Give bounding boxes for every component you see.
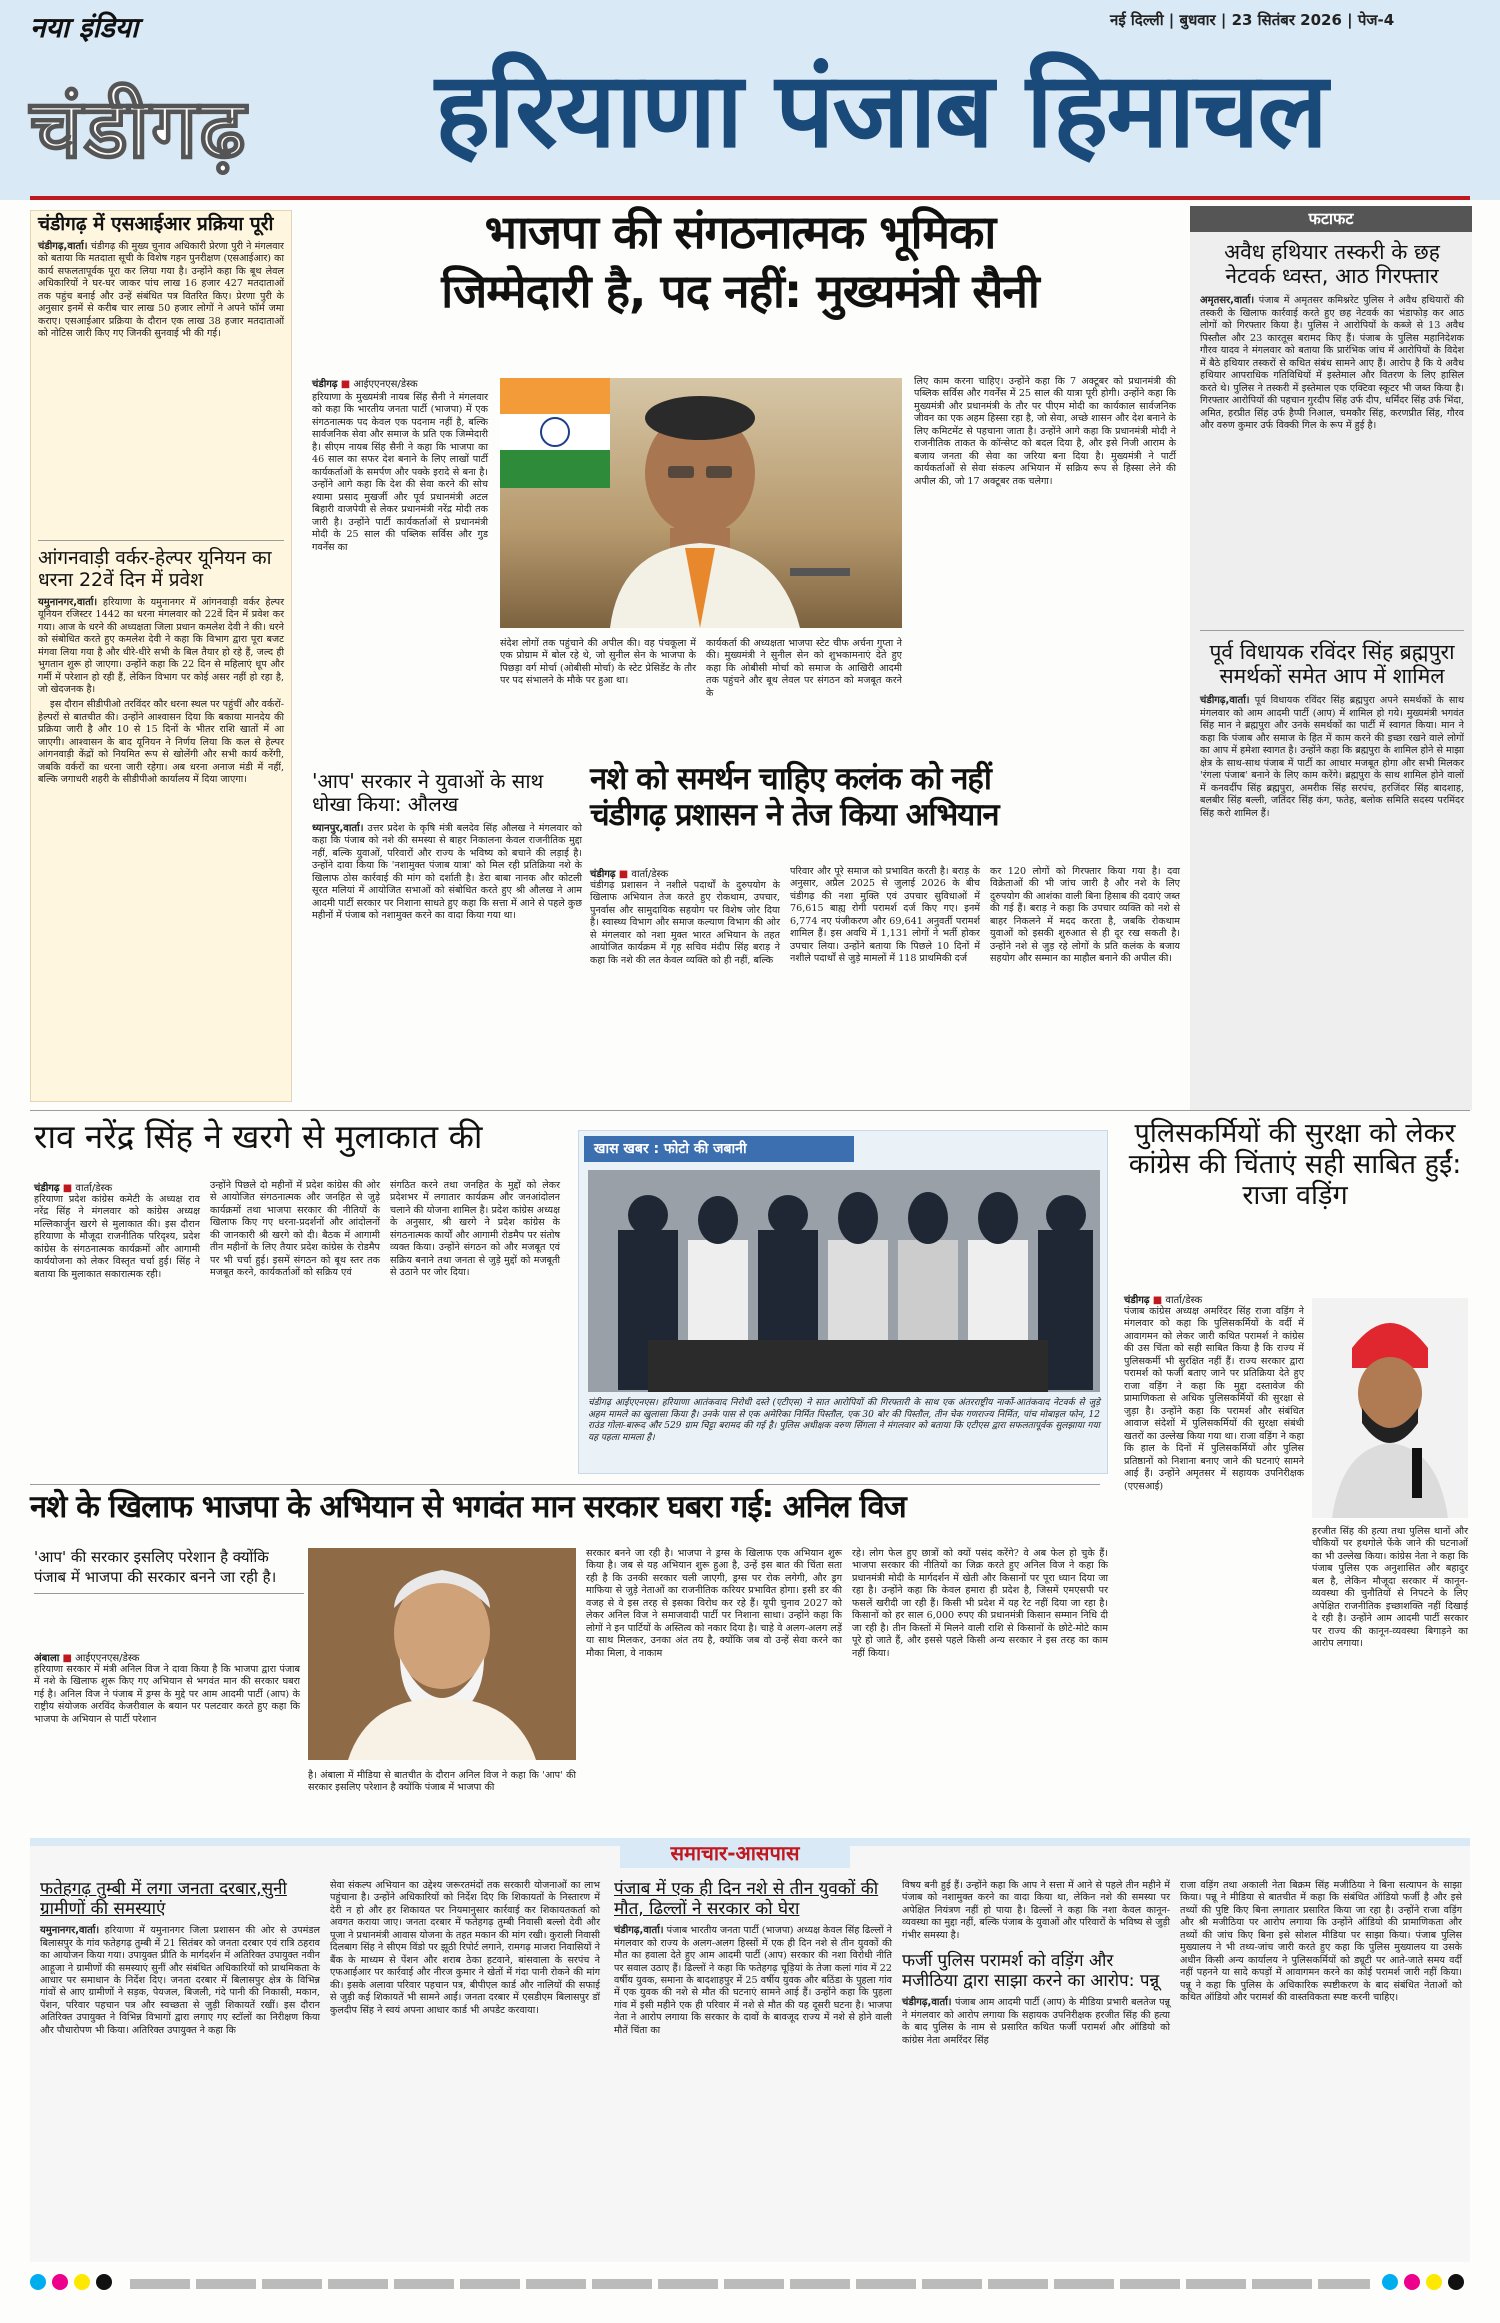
headline: पुलिसकर्मियों की सुरक्षा को लेकर कांग्रेस की चिंताएं सही साबित हुईं: राजा वड़िंग bbox=[1128, 1118, 1462, 1212]
agency-tag: वार्ता/डेस्क bbox=[631, 869, 669, 880]
lead-headline bbox=[300, 206, 1180, 318]
story-dhillon bbox=[614, 1880, 892, 2037]
headline: आंगनवाड़ी वर्कर-हेल्पर यूनियन का धरना 22वें दिन में प्रवेश bbox=[38, 547, 272, 591]
dhillon-col-2 bbox=[902, 1880, 1170, 2047]
section-label: समाचार-आसपास bbox=[620, 1838, 850, 1868]
story-weapons: अवैध हथियार तस्करी के छह नेटवर्क ध्वस्त, आठ गिरफ्तार अमृतसर,वार्ता। पंजाब में अमृतसर कमिश्नरेट पुलिस ने अवैध हथियारों की तस्करी के खिलाफ कार्रवाई करते हुए छह नेटवर्क का भंडाफोड़ कर आठ लोगों को गिरफ्तार किया है। पुलिस ने आरोपियों के कब्जे से 13 अवैध पिस्तौल और 23 कारतूस बरामद किए हैं। पंजाब के पुलिस महानिदेशक गौरव यादव ने मंगलवार को बताया कि प्रारंभिक जांच में आरोपियों के विदेश में बैठे हथियार तस्करों से कथित संबंध सामने आए हैं। आरोप है कि ये अवैध हथियार आपराधिक गतिविधियों में इस्तेमाल और वितरण के लिए हासिल करते थे। पुलिस ने तस्करी में इस्तेमाल एक एक्टिवा स्कूटर भी जब्त किया है। गिरफ्तार आरोपियों की पहचान गुरदीप सिंह उर्फ दीप, धर्मिंदर सिंह उर्फ भिंदा, अमित, हरप्रीत सिंह उर्फ हैप्पी निआल, चमकौर सिंह, करणप्रीत सिंह, गौरव और वरुण कुमार उर्फ विक्की गिल के रूप में हुई है। bbox=[1200, 240, 1464, 431]
article-body: हरियाणा के यमुनानगर में आंगनवाड़ी वर्कर हेल्पर यूनियन रजिस्टर 1442 का धरना मंगलवार को 22वें दिन में प्रवेश कर गया। आज के धरने की अध्यक्षता जिला प्रधान कमलेश देवी ने की। धरने को संबोधित करते हुए कमलेश देवी ने कहा कि विभाग द्वारा पूरा बजट मंगवा लिया गया है और धीरे-धीरे सभी के बिल तैयार हो रहे हैं, जल्द ही भुगतान शुरू हो जाएगा। उन्होंने कहा कि 22 दिन से महिलाएं धूप और गर्मी में परेशान हो रही हैं, लेकिन विभाग पर कोई असर नहीं हो रहा है, जो खेदजनक है। bbox=[38, 596, 284, 695]
headline-line-1: भाजपा की संगठनात्मक भूमिका bbox=[484, 205, 996, 259]
article-body: राजा वड़िंग तथा अकाली नेता बिक्रम सिंह मजीठिया ने बिना सत्यापन के साझा किया। पन्नू ने मीडिया से बातचीत में कहा कि संबंधित ऑडियो फर्जी है और इसे तथ्यों की पुष्टि किए बिना लगातार प्रसारित किया जा रहा है। उन्होंने राजा वड़िंग और श्री मजीठिया पर आरोप लगाया कि उन्होंने ऑडियो की प्रामाणिकता और तथ्यों की जांच किए बिना इसे सोशल मीडिया पर साझा किया। पंजाब पुलिस मुख्यालय ने भी तथ्य-जांच जारी करते हुए कहा कि पुलिस मुख्यालय या उसके अधीन किसी अन्य कार्यालय ने पुलिसकर्मियों को ड्यूटी पर आते-जाते समय वर्दी नहीं पहनने या सादे कपड़ों में आवागमन करने का कोई परामर्श जारी नहीं किया। पन्नू ने कहा कि पुलिस के अधिकारिक स्पष्टीकरण के बाद संबंधित नेताओं को कथित ऑडियो और परामर्श की वास्तविकता स्पष्ट करनी चाहिए। bbox=[1180, 1880, 1462, 2004]
warring-col-2 bbox=[1312, 1526, 1468, 1651]
dateline: यमुनानगर,वार्ता। bbox=[40, 1925, 100, 1937]
dateline: अंबाला bbox=[34, 1653, 60, 1664]
fatehgarh-col-2 bbox=[330, 1880, 600, 2017]
photo-story-banner: खास खबर : फोटो की जबानी bbox=[584, 1136, 854, 1162]
article-body: संदेश लोगों तक पहुंचाने की अपील की। वह पंचकूला में एक प्रोग्राम में बोल रहे थे, जो सुनील सेन के भाजपा के पिछड़ा वर्ग मोर्चा (ओबीसी मोर्चा) के स्टेट प्रेसिडेंट के तौर पर पद संभालने के मौके पर हुआ था। bbox=[500, 638, 696, 687]
divider bbox=[38, 540, 284, 541]
story-aulakh bbox=[312, 770, 582, 923]
dateline: नई दिल्ली | बुधवार | 23 सितंबर 2026 | पेज-4 bbox=[1110, 11, 1395, 29]
photo-caption: चंडीगढ़ आईएएनएस। हरियाणा आतंकवाद निरोधी दस्ते (एटीएस) ने सात आरोपियों की गिरफ्तारी के साथ एक अंतरराष्ट्रीय नार्को-आतंकवाद नेटवर्क से जुड़े अहम मामले का खुलासा किया है। उनके पास से एक अमेरिका निर्मित पिस्तौल, एक 30 बोर की पिस्तौल, तीन चेक गणराज्य निर्मित, पांच मोबाइल फोन, 12 राउंड गोला-बारूद और 529 ग्राम चिट्टा बरामद की गई है। पुलिस अधीक्षक वरुण सिंगला ने मंगलवार को बताया कि एटीएस द्वारा सफलतापूर्वक सुलझाया गया यह पहला मामला है। bbox=[588, 1398, 1100, 1444]
dateline: चंडीगढ़ bbox=[312, 379, 338, 390]
story-brahmpura: पूर्व विधायक रविंदर सिंह ब्रह्मपुरा समर्थकों समेत आप में शामिल चंडीगढ़,वार्ता। पूर्व विधायक रविंदर सिंह ब्रह्मपुरा अपने समर्थकों के साथ मंगलवार को आम आदमी पार्टी (आप) में शामिल हो गये। मुख्यमंत्री भगवंत सिंह मान ने ब्रह्मपुरा और उनके समर्थकों का पार्टी में स्वागत किया। मान ने कहा कि पंजाब और समाज के हित में काम करने की इच्छा रखने वाले लोगों का आप में हमेशा स्वागत है। उन्होंने कहा कि ब्रह्मपुरा के शामिल होने से माझा क्षेत्र के साथ-साथ पंजाब में पार्टी का आधार मजबूत होगा और सभी मिलकर 'रंगला पंजाब' बनाने के लिए काम करेंगे। ब्रह्मपुरा के साथ शामिल होने वालों में कनवर्दीप सिंह ब्रह्मपुरा, अमरीक सिंह सरपंच, हरजिंदर सिंह बादशाह, बलबीर सिंह बल्ली, जतिंदर सिंह कंग, फतेह, बलोक समिति सदस्य परमिंदर सिंह करो शामिल हैं। bbox=[1200, 640, 1464, 819]
lead-col-1: चंडीगढ़ ■ आईएएनएस/डेस्क हरियाणा के मुख्यमंत्री नायब सिंह सैनी ने मंगलवार को कहा कि भारतीय जनता पार्टी (भाजपा) में एक संगठनात्मक पद केवल एक पदनाम नहीं है, बल्कि सार्वजनिक सेवा और समाज के प्रति एक जिम्मेदारी है। सीएम नायब सिंह सैनी ने कहा कि भाजपा का 46 साल का सफर देश बनाने के लिए लाखों पार्टी कार्यकर्ताओं के समर्पण और पक्के इरादे से बना है। उन्होंने आगे कहा कि देश की सेवा करने की सोच श्यामा प्रसाद मुखर्जी और पूर्व प्रधानमंत्री अटल बिहारी वाजपेयी से लेकर प्रधानमंत्री नरेंद्र मोदी तक जारी है। उन्होंने पार्टी कार्यकर्ताओं से प्रधानमंत्री मोदी के 25 साल की पब्लिक सर्विस और गुड गवर्नेंस का bbox=[312, 379, 488, 553]
fatafat-banner: फटाफट bbox=[1190, 206, 1472, 232]
article-body: इस दौरान सीडीपीओ तरविंदर कौर धरना स्थल पर पहुंचीं और वर्करों-हेल्परों से बातचीत की। उन्होंने आश्वासन दिया कि बकाया मानदेय की प्रक्रिया जारी है और 10 से 15 दिनों के भीतर राशि खातों में आ जाएगी। आश्वासन के बाद यूनियन ने निर्णय लिया कि कल से हेल्पर आंगनवाड़ी केंद्रों को नियमित रूप से खोलेंगी और सभी कार्य करेंगी, जबकि वर्करों का धरना जारी रहेगा। अब धरना अनाज मंडी में नहीं, बल्कि जगाधरी शहरी के सीडीपीओ कार्यालय में दिया जाएगा। bbox=[38, 699, 284, 786]
color-registration-marks bbox=[30, 2274, 118, 2294]
vij-col-3 bbox=[586, 1548, 842, 1660]
dateline: ध्यानपुर,वार्ता। bbox=[312, 823, 364, 834]
article-body: रहे। लोग फेल हुए छात्रों को क्यों पसंद करेंगे? वे अब फेल हो चुके हैं। भाजपा सरकार की नीतियों का जिक्र करते हुए अनिल विज ने कहा कि प्रधानमंत्री मोदी के मार्गदर्शन में खेती और किसानों पर पूरा ध्यान दिया जा रहा है। उन्होंने कहा कि केवल हमारा ही प्रदेश है, जिसमें एमएसपी पर फसलें खरीदी जा रही हैं। किसी भी प्रदेश में यह रेट नहीं दिया जा रहा है। किसानों को हर साल 6,000 रुपए की प्रधानमंत्री किसान सम्मान निधि दी जा रही है। तीन किस्तों में मिलने वाली राशि से किसानों के छोटे-मोटे काम पूरे हो जाते हैं, और इससे पहले किसी अन्य सरकार ने इस तरह का काम नहीं किया। bbox=[852, 1548, 1108, 1659]
drugs-col-1: चंडीगढ़ ■ वार्ता/डेस्क चंडीगढ़ प्रशासन ने नशीले पदार्थों के दुरुपयोग के खिलाफ अभियान तेज करते हुए रोकथाम, उपचार, पुनर्वास और सामुदायिक सहयोग पर विशेष जोर दिया है। स्वास्थ्य विभाग और समाज कल्याण विभाग की ओर से मंगलवार को नशा मुक्त भारत अभियान के तहत आयोजित कार्यक्रम में गृह सचिव मंदीप सिंह बराड़ ने कहा कि नशे की लत केवल व्यक्ति को ही नहीं, बल्कि bbox=[590, 869, 780, 966]
story-drugs-chd bbox=[590, 762, 1180, 833]
article-body: सरकार बनने जा रही है। भाजपा ने ड्रग्स के खिलाफ एक अभियान शुरू किया है। जब से यह अभियान शुरू हुआ है, उन्हें इस बात की चिंता सता रही है कि उनकी सरकार चली जाएगी, ड्रग्स पर रोक लगेगी, और ड्रग माफिया से जुड़े नेताओं का राजनीतिक करियर प्रभावित होगा। इसी डर की वजह से वे इस तरह से इसका विरोध कर रहे हैं। यूपी चुनाव 2027 को लेकर अनिल विज ने समाजवादी पार्टी पर निशाना साधा। उन्होंने कहा कि लोगों ने इन पार्टियों के अस्तित्व को नकार दिया है। चाहे वे अलग-अलग लड़ें या साथ मिलकर, उनका अंत तय है, क्योंकि जब वो उन्हें सेवा करने का मौका मिला, वे नाकाम bbox=[586, 1548, 842, 1659]
article-body: हरियाणा प्रदेश कांग्रेस कमेटी के अध्यक्ष राव नरेंद्र सिंह ने मंगलवार को कांग्रेस अध्यक्ष मल्लिकार्जुन खरगे से मुलाकात की। इस दौरान हरियाणा के मौजूदा राजनीतिक परिदृश्य, प्रदेश कांग्रेस के संगठनात्मक कार्यक्रमों और आगामी कार्ययोजना को लेकर विस्तृत चर्चा हुई। सिंह ने बताया कि मुलाकात सकारात्मक रही। bbox=[34, 1194, 200, 1280]
article-body: परिवार और पूरे समाज को प्रभावित करती है। बराड़ के अनुसार, अप्रैल 2025 से जुलाई 2026 के बीच चंडीगढ़ की नशा मुक्ति एवं उपचार सुविधाओं में 76,615 बाह्य रोगी परामर्श दर्ज किए गए। इनमें 6,774 नए पंजीकरण और 69,641 अनुवर्ती परामर्श शामिल हैं। इस अवधि में 1,131 लोगों ने भर्ती होकर उपचार लिया। उन्होंने बताया कि पिछले 10 दिनों में नशीले पदार्थों से जुड़े मामलों में 118 प्राथमिकी दर्ज bbox=[790, 866, 980, 965]
article-body: पंजाब आम आदमी पार्टी (आप) के मीडिया प्रभारी बलतेज पन्नू ने मंगलवार को आरोप लगाया कि सहायक उपनिरीक्षक हरजीत सिंह की हत्या के बाद पुलिस के नाम से प्रसारित कथित फर्जी परामर्श और ऑडियो को कांग्रेस नेता अमरिंदर सिंह bbox=[902, 1997, 1170, 2046]
article-body: पंजाब भारतीय जनता पार्टी (भाजपा) अध्यक्ष केवल सिंह ढिल्लों ने मंगलवार को राज्य के अलग-अलग हिस्सों में एक ही दिन नशे से तीन युवकों की मौत का हवाला देते हुए आम आदमी पार्टी (आप) सरकार की नशा विरोधी नीति पर सवाल उठाए हैं। ढिल्लों ने कहा कि फतेहगढ़ चूड़ियां के तेजा कलां गांव में 22 वर्षीय युवक, समाना के बादशाहपुर में 25 वर्षीय युवक और बठिंडा के पुहला गांव में एक युवक की नशे से मौत की घटनाएं सामने आई हैं। उन्होंने कहा कि पुहला गांव में इसी महीने एक ही परिवार में नशे से मौत की यह दूसरी घटना है। भाजपा नेता ने आरोप लगाया कि सरकार के दावों के बावजूद राज्य में नशे से होने वाली मौतें चिंता का bbox=[614, 1925, 892, 2036]
article-body: हरियाणा के मुख्यमंत्री नायब सिंह सैनी ने मंगलवार को कहा कि भारतीय जनता पार्टी (भाजपा) में एक संगठनात्मक पद केवल एक पदनाम नहीं है, बल्कि सार्वजनिक सेवा और समाज के प्रति एक जिम्मेदारी है। सीएम नायब सिंह सैनी ने कहा कि भाजपा का 46 साल का सफर देश बनाने के लिए लाखों पार्टी कार्यकर्ताओं के समर्पण और पक्के इरादे से बना है। उन्होंने आगे कहा कि देश की सेवा करने की सोच श्यामा प्रसाद मुखर्जी और पूर्व प्रधानमंत्री अटल बिहारी वाजपेयी से लेकर प्रधानमंत्री नरेंद्र मोदी तक जारी है। उन्होंने पार्टी कार्यकर्ताओं से प्रधानमंत्री मोदी के 25 साल की पब्लिक सर्विस और गुड गवर्नेंस का bbox=[312, 392, 488, 553]
headline: 'आप' सरकार ने युवाओं के साथ धोखा किया: औलख bbox=[312, 769, 544, 816]
article-body: सेवा संकल्प अभियान का उद्देश्य जरूरतमंदों तक सरकारी योजनाओं का लाभ पहुंचाना है। उन्होंने अधिकारियों को निर्देश दिए कि शिकायतों के निस्तारण में देरी न हो और हर शिकायत पर नियमानुसार कार्रवाई कर शिकायतकर्ता को अवगत कराया जाए। जनता दरबार में फतेहगढ़ तुम्बी निवासी बल्लो देवी और पूजा ने प्रधानमंत्री आवास योजना के तहत मकान की मांग रखी। कुराली निवासी दिलबाग सिंह ने सीएम विंडो पर झूठी रिपोर्ट लगाने, रामगढ़ माजरा निवासियों ने बैंक के माध्यम से पेंशन और शराब ठेका हटवाने, बांसवाला के सरपंच ने एफआईआर पर कार्रवाई और नीरज कुमार ने खेतों में गंदा पानी रोकने की मांग की। इसके अलावा परिवार पहचान पत्र, बीपीएल कार्ड और नालियों की सफाई से जुड़ी कई शिकायतें भी सामने आईं। जनता दरबार में एसडीएम बिलासपुर डॉ कुलदीप सिंह ने स्वयं अपना आधार कार्ड भी अपडेट करवाया। bbox=[330, 1880, 600, 2016]
brand-logo: नया इंडिया bbox=[30, 11, 139, 44]
dateline: चंडीगढ़ bbox=[1124, 1295, 1150, 1306]
rao-col-2 bbox=[210, 1180, 380, 1280]
photo-ats-arrests bbox=[588, 1170, 1100, 1392]
article-body: चंडीगढ़ की मुख्य चुनाव अधिकारी प्रेरणा पुरी ने मंगलवार को बताया कि मतदाता सूची के विशेष गहन पुनरीक्षण (एसआईआर) का कार्य सफलतापूर्वक पूरा कर लिया गया है। उन्होंने कहा कि बूथ लेवल अधिकारियों ने घर-घर जाकर पांच लाख 16 हजार 427 मतदाताओं तक पहुंच बनाई और उन्हें संबंधित पत्र वितरित किए। प्रेरणा पुरी के अनुसार इनमें से करीब चार लाख 50 हजार लोगों ने अपने फॉर्म जमा कराए। एसआईआर प्रक्रिया के दौरान एक लाख 38 हजार मतदाताओं को नोटिस जारी किए गए जिनकी सुनवाई भी की गई। bbox=[38, 240, 284, 340]
lead-under-photo bbox=[500, 638, 902, 700]
lead-col-4 bbox=[914, 376, 1176, 488]
divider bbox=[1200, 630, 1464, 631]
rao-col-3 bbox=[390, 1180, 560, 1280]
page-title: हरियाणा पंजाब हिमाचल bbox=[435, 49, 1326, 171]
divider bbox=[30, 1110, 1470, 1111]
city-name: चंडीगढ़ bbox=[30, 82, 248, 177]
photo-cm-saini bbox=[500, 378, 902, 628]
masthead-rule bbox=[30, 196, 1470, 200]
story-anganwadi bbox=[38, 548, 284, 787]
dateline: चंडीगढ़,वार्ता। bbox=[38, 240, 88, 252]
article-body: हरियाणा में यमुनानगर जिला प्रशासन की ओर से उपमंडल बिलासपुर के गांव फतेहगढ़ तुम्बी में 21 सितंबर को जनता दरबार एवं रात्रि ठहराव का आयोजन किया गया। उपायुक्त प्रीति के मार्गदर्शन में अतिरिक्त उपायुक्त नवीन आहूजा ने ग्रामीणों की समस्याएं सुनीं और संबंधित अधिकारियों को प्राथमिकता के आधार पर समाधान के निर्देश दिए। जनता दरबार में बिलासपुर क्षेत्र के विभिन्न गांवों से आए ग्रामीणों ने सड़क, पेयजल, बिजली, गंदे पानी की निकासी, मकान, पेंशन, परिवार पहचान पत्र और स्वच्छता से जुड़ी शिकायतें रखीं। इस दौरान अतिरिक्त उपायुक्त ने विभिन्न विभागों द्वारा लगाए गए स्टॉलों का निरीक्षण किया और पौधारोपण भी किया। अतिरिक्त उपायुक्त ने कहा कि bbox=[40, 1925, 320, 2036]
story-fatehgarh bbox=[40, 1880, 320, 2037]
headline-line-2: जिम्मेदारी है, पद नहीं: मुख्यमंत्री सैनी bbox=[441, 263, 1039, 318]
dateline: चंडीगढ़,वार्ता। bbox=[614, 1925, 664, 1937]
agency-tag: वार्ता/डेस्क bbox=[1165, 1295, 1203, 1306]
dateline: यमुनानगर,वार्ता। bbox=[38, 596, 98, 608]
article-body: उन्होंने पिछले दो महीनों में प्रदेश कांग्रेस की ओर से आयोजित संगठनात्मक और जनहित से जुड़े कार्यक्रमों तथा भाजपा सरकार की नीतियों के खिलाफ किए गए धरना-प्रदर्शनों और आंदोलनों की जानकारी श्री खरगे को दी। बैठक में आगामी तीन महीनों के लिए तैयार प्रदेश कांग्रेस के रोडमैप पर भी चर्चा हुई। इसमें संगठन को बूथ स्तर तक मजबूत करने, कार्यकर्ताओं को सक्रिय एवं bbox=[210, 1180, 380, 1279]
article-body: हरजीत सिंह की हत्या तथा पुलिस थानों और चौकियों पर हथगोले फेंके जाने की घटनाओं का भी उल्लेख किया। कांग्रेस नेता ने कहा कि पंजाब पुलिस एक अनुशासित और बहादुर बल है, लेकिन मौजूदा सरकार में कानून-व्यवस्था की चुनौतियों से निपटने के लिए अपेक्षित राजनीतिक इच्छाशक्ति नहीं दिखाई दे रही है। उन्होंने आम आदमी पार्टी सरकार पर राज्य की कानून-व्यवस्था बिगाड़ने का आरोप लगाया। bbox=[1312, 1526, 1468, 1650]
pull-quote: 'आप' की सरकार इसलिए परेशान है क्योंकि पंजाब में भाजपा की सरकार बनने जा रही है। bbox=[34, 1548, 304, 1594]
grey-scale-bar bbox=[130, 2279, 1370, 2289]
agency-tag: आईएएनएस/डेस्क bbox=[75, 1653, 140, 1664]
article-body: विषय बनी हुई हैं। उन्होंने कहा कि आप ने सत्ता में आने से पहले तीन महीने में पंजाब को नशामुक्त करने का वादा किया था, लेकिन नशे की समस्या पर अपेक्षित नियंत्रण नहीं हो पाया है। ढिल्लों ने कहा कि नशा केवल कानून-व्यवस्था का मुद्दा नहीं, बल्कि पंजाब के युवाओं और परिवारों के भविष्य से जुड़ी गंभीर समस्या है। bbox=[902, 1880, 1170, 1941]
vij-col-1: अंबाला ■ आईएएनएस/डेस्क हरियाणा सरकार में मंत्री अनिल विज ने दावा किया है कि भाजपा द्वारा पंजाब में नशे के खिलाफ शुरू किए गए अभियान से भगवंत मान की सरकार घबरा गई है। अनिल विज ने पंजाब में ड्रग्स के मुद्दे पर आम आदमी पार्टी (आप) के राष्ट्रीय संयोजक अरविंद केजरीवाल के बयान पर पलटवार करते हुए कहा कि भाजपा के अभियान से पार्टी परेशान bbox=[34, 1653, 300, 1725]
headline-line-2: चंडीगढ़ प्रशासन ने तेज किया अभियान bbox=[590, 796, 999, 833]
divider bbox=[30, 1484, 1100, 1485]
rao-col-1: चंडीगढ़ ■ वार्ता/डेस्क हरियाणा प्रदेश कांग्रेस कमेटी के अध्यक्ष राव नरेंद्र सिंह ने मंगलवार को कांग्रेस अध्यक्ष मल्लिकार्जुन खरगे से मुलाकात की। इस दौरान हरियाणा के मौजूदा राजनीतिक परिदृश्य, प्रदेश कांग्रेस के संगठनात्मक कार्यक्रमों और आगामी कार्ययोजना को लेकर विस्तृत चर्चा हुई। सिंह ने बताया कि मुलाकात सकारात्मक रही। bbox=[34, 1183, 200, 1280]
story-warring bbox=[1120, 1118, 1470, 1211]
dateline: चंडीगढ़ bbox=[590, 869, 616, 880]
sub-headline: फर्जी पुलिस परामर्श को वड़िंग और मजीठिया द्वारा साझा करने का आरोप: पन्नू bbox=[902, 1951, 1160, 1991]
drugs-col-2 bbox=[790, 866, 980, 966]
dateline: चंडीगढ़,वार्ता। bbox=[902, 1997, 952, 2009]
vij-col-4 bbox=[852, 1548, 1108, 1660]
article-body: पंजाब कांग्रेस अध्यक्ष अमरिंदर सिंह राजा वड़िंग ने मंगलवार को कहा कि पुलिसकर्मियों के वर्दी में आवागमन को लेकर जारी कथित परामर्श ने कांग्रेस की उस चिंता को सही साबित किया है कि राज्य में पुलिसकर्मी भी सुरक्षित नहीं हैं। राज्य सरकार द्वारा परामर्श को फर्जी बताए जाने पर प्रतिक्रिया देते हुए राजा वड़िंग ने कहा कि मुद्दा दस्तावेज की प्रामाणिकता से अधिक पुलिसकर्मियों की सुरक्षा से जुड़ा है। उन्होंने कहा कि परामर्श और संबंधित आवाज संदेशों में पुलिसकर्मियों की सुरक्षा संबंधी खतरों का उल्लेख किया गया था। राजा वड़िंग ने कहा कि हाल के दिनों में पुलिसकर्मियों और पुलिस प्रतिष्ठानों को निशाना बनाए जाने की घटनाएं सामने आई हैं। उन्होंने अमृतसर में सहायक उपनिरीक्षक (एएसआई) bbox=[1124, 1306, 1304, 1492]
story-sir bbox=[38, 214, 284, 341]
photo-anil-vij bbox=[308, 1548, 576, 1760]
headline: राव नरेंद्र सिंह ने खरगे से मुलाकात की bbox=[34, 1117, 483, 1156]
headline: नशे के खिलाफ भाजपा के अभियान से भगवंत मान सरकार घबरा गई: अनिल विज bbox=[30, 1489, 906, 1525]
article-body: चंडीगढ़ प्रशासन ने नशीले पदार्थों के दुरुपयोग के खिलाफ अभियान तेज करते हुए रोकथाम, उपचार, पुनर्वास और सामुदायिक सहयोग पर विशेष जोर दिया है। स्वास्थ्य विभाग और समाज कल्याण विभाग की ओर से मंगलवार को नशा मुक्त भारत अभियान के तहत आयोजित कार्यक्रम में गृह सचिव मंदीप सिंह बराड़ ने कहा कि नशे की लत केवल व्यक्ति को ही नहीं, बल्कि bbox=[590, 880, 780, 966]
headline-line-1: नशे को समर्थन चाहिए कलंक को नहीं bbox=[590, 761, 991, 797]
dateline: चंडीगढ़ bbox=[34, 1183, 60, 1194]
color-registration-marks bbox=[1382, 2274, 1470, 2294]
article-body: कार्यकर्ता की अध्यक्षता भाजपा स्टेट चीफ अर्चना गुप्ता ने की। मुख्यमंत्री ने सुनील सेन को शुभकामनाएं देते हुए कहा कि ओबीसी मोर्चा को समाज के आखिरी आदमी तक पहुंचने और बूथ लेवल पर संगठन को मजबूत करने के bbox=[706, 638, 902, 699]
photo-caption: है। अंबाला में मीडिया से बातचीत के दौरान अनिल विज ने कहा कि 'आप' की सरकार इसलिए परेशान है क्योंकि पंजाब में भाजपा की bbox=[308, 1770, 576, 1794]
photo-raja-warring bbox=[1312, 1298, 1468, 1518]
agency-tag: वार्ता/डेस्क bbox=[75, 1183, 113, 1194]
headline: पंजाब में एक ही दिन नशे से तीन युवकों की मौत, ढिल्लों ने सरकार को घेरा bbox=[614, 1879, 879, 1919]
footer-strip bbox=[30, 2272, 1470, 2296]
story-anil-vij bbox=[30, 1490, 1120, 1526]
article-body: हरियाणा सरकार में मंत्री अनिल विज ने दावा किया है कि भाजपा द्वारा पंजाब में नशे के खिलाफ शुरू किए गए अभियान से भगवंत मान की सरकार घबरा गई है। अनिल विज ने पंजाब में ड्रग्स के मुद्दे पर आम आदमी पार्टी (आप) के राष्ट्रीय संयोजक अरविंद केजरीवाल के बयान पर पलटवार करते हुए कहा कि भाजपा के अभियान से पार्टी परेशान bbox=[34, 1664, 300, 1725]
warring-col-1: चंडीगढ़ ■ वार्ता/डेस्क पंजाब कांग्रेस अध्यक्ष अमरिंदर सिंह राजा वड़िंग ने मंगलवार को कहा कि पुलिसकर्मियों के वर्दी में आवागमन को लेकर जारी कथित परामर्श ने कांग्रेस की उस चिंता को सही साबित किया है कि राज्य में पुलिसकर्मी भी सुरक्षित नहीं हैं। राज्य सरकार द्वारा परामर्श को फर्जी बताए जाने पर प्रतिक्रिया देते हुए राजा वड़िंग ने कहा कि मुद्दा दस्तावेज की प्रामाणिकता से अधिक पुलिसकर्मियों की सुरक्षा से जुड़ा है। उन्होंने कहा कि परामर्श और संबंधित आवाज संदेशों में पुलिसकर्मियों की सुरक्षा संबंधी खतरों का उल्लेख किया गया था। राजा वड़िंग ने कहा कि हाल के दिनों में पुलिसकर्मियों और पुलिस प्रतिष्ठानों को निशाना बनाए जाने की घटनाएं सामने आई हैं। उन्होंने अमृतसर में सहायक उपनिरीक्षक (एएसआई) bbox=[1124, 1295, 1304, 1492]
headline: चंडीगढ़ में एसआईआर प्रक्रिया पूरी bbox=[38, 213, 274, 235]
article-body: उत्तर प्रदेश के कृषि मंत्री बलदेव सिंह औलख ने मंगलवार को कहा कि पंजाब को नशे की समस्या से बाहर निकालना केवल राजनीतिक मुद्दा नहीं, बल्कि युवाओं, परिवारों और राज्य के भविष्य को बचाने की लड़ाई है। उन्होंने दावा किया कि 'नशामुक्त पंजाब यात्रा' को मिल रही प्रतिक्रिया नशे के खिलाफ ठोस कार्रवाई की मांग को दर्शाती है। डेरा बाबा नानक और कोटली सूरत मलियां में आयोजित सभाओं को संबोधित करते हुए श्री औलख ने आम आदमी पार्टी सरकार पर निशाना साधते हुए कहा कि सत्ता में आने से पहले कुछ महीनों में पंजाब को नशामुक्त करने का वादा किया गया था। bbox=[312, 823, 582, 922]
article-body: कर 120 लोगों को गिरफ्तार किया गया है। दवा विक्रेताओं की भी जांच जारी है और नशे के लिए दुरुपयोग की आशंका वाली बिना हिसाब की दवाएं जब्त की गई हैं। बराड़ ने कहा कि उपचार व्यक्ति को नशे से बाहर निकलने में मदद करता है, जबकि रोकथाम युवाओं को इसकी शुरुआत से ही दूर रख सकती है। उन्होंने नशे से जुड़ रहे लोगों के प्रति कलंक के बजाय सहयोग और सम्मान का माहौल बनाने की अपील की। bbox=[990, 866, 1180, 965]
story-rao-narendra bbox=[34, 1118, 580, 1156]
headline: फतेहगढ़ तुम्बी में लगा जनता दरबार,सुनी ग्रामीणों की समस्याएं bbox=[40, 1879, 287, 1919]
article-body: संगठित करने तथा जनहित के मुद्दों को लेकर प्रदेशभर में लगातार कार्यक्रम और जनआंदोलन चलाने की योजना शामिल है। प्रदेश कांग्रेस अध्यक्ष के अनुसार, श्री खरगे ने प्रदेश कांग्रेस के संगठनात्मक कार्यों और आगामी रोडमैप पर संतोष व्यक्त किया। उन्होंने संगठन को और मजबूत एवं सक्रिय बनाने तथा जनता से जुड़े मुद्दों को मजबूती से उठाने पर जोर दिया। bbox=[390, 1180, 560, 1279]
pannu-col-3 bbox=[1180, 1880, 1462, 2005]
drugs-col-3 bbox=[990, 866, 1180, 966]
agency-tag: आईएएनएस/डेस्क bbox=[353, 379, 418, 390]
article-body: लिए काम करना चाहिए। उन्होंने कहा कि 7 अक्टूबर को प्रधानमंत्री की पब्लिक सर्विस और गवर्नेंस में 25 साल की यात्रा पूरी होगी। उन्होंने कहा कि मुख्यमंत्री और प्रधानमंत्री के तौर पर पीएम मोदी का कार्यकाल सार्वजनिक जीवन का एक अहम हिस्सा रहा है, जो सेवा, अच्छे शासन और देश बनाने के लिए कमिटमेंट से पहचाना जाता है। उन्होंने आगे कहा कि प्रधानमंत्री मोदी ने राजनीतिक ताकत के कॉन्सेप्ट को बदल दिया है, और इसे निजी आराम के बजाय जनता की सेवा का जरिया बना दिया है। मुख्यमंत्री ने पार्टी कार्यकर्ताओं से सेवा संकल्प अभियान में सक्रिय रूप से हिस्सा लेने की अपील की, जो 17 अक्टूबर तक चलेगा। bbox=[914, 376, 1176, 487]
